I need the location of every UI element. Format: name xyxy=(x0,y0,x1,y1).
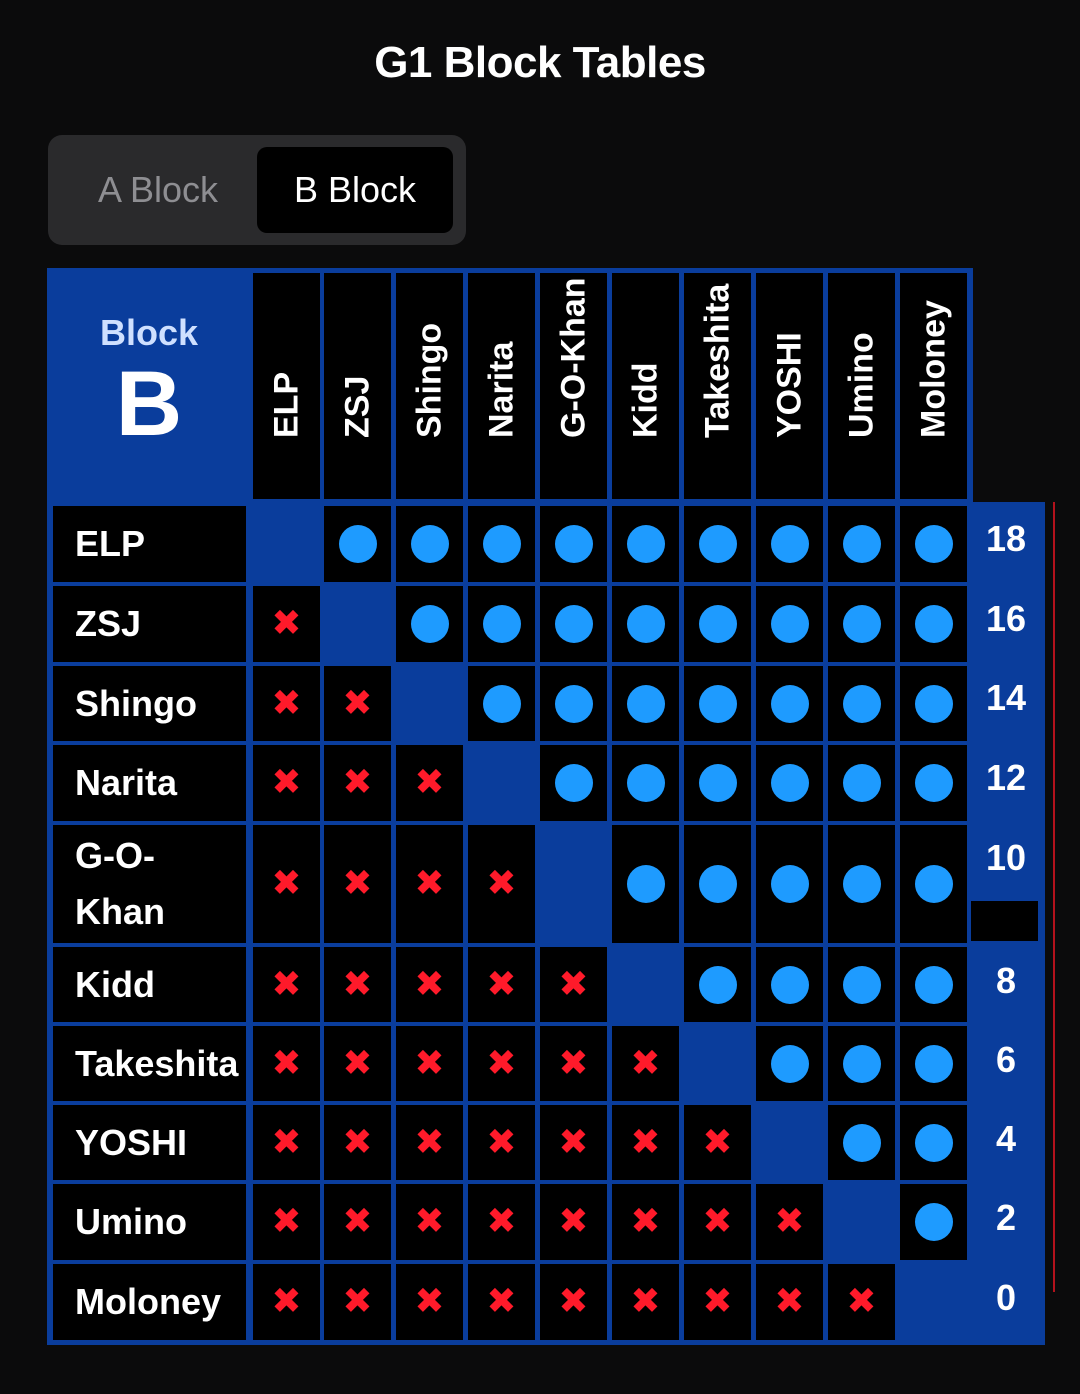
loss-cross-icon: ✖ xyxy=(558,1201,589,1242)
win-dot-icon xyxy=(843,966,881,1004)
win-dot-icon xyxy=(843,1045,881,1083)
points-value: 12 xyxy=(985,757,1027,798)
loss-cross-icon: ✖ xyxy=(630,1281,661,1322)
loss-cross-icon: ✖ xyxy=(630,1201,661,1242)
row-header-shingo xyxy=(53,666,246,741)
result-cell xyxy=(684,666,751,741)
column-header-g-o-khan xyxy=(540,273,607,499)
block-badge-word: Block xyxy=(99,312,199,353)
loss-cross-icon: ✖ xyxy=(558,1281,589,1322)
win-dot-icon xyxy=(555,525,593,563)
loss-cross-icon: ✖ xyxy=(342,682,373,724)
tab-a-block[interactable]: A Block xyxy=(97,169,219,210)
result-cell xyxy=(324,1026,391,1101)
win-dot-icon xyxy=(915,1045,953,1083)
result-cell xyxy=(396,825,463,943)
loss-cross-icon: ✖ xyxy=(414,963,445,1005)
result-cell xyxy=(900,506,967,582)
loss-cross-icon: ✖ xyxy=(702,1201,733,1242)
column-header-label: Takeshita xyxy=(698,283,736,438)
result-cell xyxy=(612,1105,679,1180)
loss-cross-icon: ✖ xyxy=(342,1121,373,1163)
row-header-moloney xyxy=(53,1264,246,1340)
win-dot-icon xyxy=(771,685,809,723)
result-cell xyxy=(612,1026,679,1101)
result-cell xyxy=(540,506,607,582)
points-value: 2 xyxy=(995,1197,1017,1238)
loss-cross-icon: ✖ xyxy=(774,1201,805,1242)
result-cell xyxy=(324,1264,391,1340)
win-dot-icon xyxy=(915,865,953,903)
result-cell xyxy=(828,825,895,943)
result-cell xyxy=(612,745,679,821)
column-header-zsj xyxy=(324,273,391,499)
row-header-g-o-khan xyxy=(53,825,246,943)
result-cell xyxy=(828,666,895,741)
result-cell xyxy=(540,745,607,821)
result-cell xyxy=(540,1105,607,1180)
result-cell xyxy=(684,586,751,662)
win-dot-icon xyxy=(843,525,881,563)
column-header-elp xyxy=(253,273,320,499)
result-cell xyxy=(900,586,967,662)
win-dot-icon xyxy=(915,525,953,563)
column-header-kidd xyxy=(612,273,679,499)
win-dot-icon xyxy=(483,685,521,723)
result-cell xyxy=(468,947,535,1022)
result-cell xyxy=(253,825,320,943)
result-cell xyxy=(396,586,463,662)
loss-cross-icon: ✖ xyxy=(558,1121,589,1163)
points-value: 16 xyxy=(985,598,1027,639)
column-header-label: YOSHI xyxy=(770,332,808,438)
result-cell xyxy=(684,506,751,582)
win-dot-icon xyxy=(843,764,881,802)
loss-cross-icon: ✖ xyxy=(342,762,373,803)
result-cell xyxy=(468,586,535,662)
win-dot-icon xyxy=(699,525,737,563)
result-cell xyxy=(828,947,895,1022)
win-dot-icon xyxy=(339,525,377,563)
result-cell xyxy=(756,1264,823,1340)
loss-cross-icon: ✖ xyxy=(342,1281,373,1322)
win-dot-icon xyxy=(771,1045,809,1083)
win-dot-icon xyxy=(771,525,809,563)
loss-cross-icon: ✖ xyxy=(414,1042,445,1084)
result-cell xyxy=(324,506,391,582)
result-cell xyxy=(468,1026,535,1101)
self-cell xyxy=(900,1264,967,1340)
result-cell xyxy=(324,666,391,741)
win-dot-icon xyxy=(555,685,593,723)
loss-cross-icon: ✖ xyxy=(486,1042,517,1084)
win-dot-icon xyxy=(483,605,521,643)
result-cell xyxy=(540,586,607,662)
loss-cross-icon: ✖ xyxy=(702,1281,733,1322)
loss-cross-icon: ✖ xyxy=(702,1121,733,1163)
loss-cross-icon: ✖ xyxy=(271,963,302,1005)
loss-cross-icon: ✖ xyxy=(271,603,302,644)
result-cell xyxy=(828,1264,895,1340)
result-cell xyxy=(900,745,967,821)
win-dot-icon xyxy=(627,764,665,802)
result-cell xyxy=(324,1184,391,1260)
result-cell xyxy=(324,825,391,943)
loss-cross-icon: ✖ xyxy=(271,1121,302,1163)
result-cell xyxy=(468,1105,535,1180)
loss-cross-icon: ✖ xyxy=(271,682,302,724)
result-cell xyxy=(756,825,823,943)
result-cell xyxy=(900,666,967,741)
self-cell xyxy=(468,745,535,821)
loss-cross-icon: ✖ xyxy=(774,1281,805,1322)
win-dot-icon xyxy=(771,764,809,802)
column-header-takeshita xyxy=(684,273,751,499)
result-cell xyxy=(612,1264,679,1340)
result-cell xyxy=(612,1184,679,1260)
row-header-label: Narita xyxy=(75,762,178,803)
column-header-shingo xyxy=(396,273,463,499)
win-dot-icon xyxy=(627,865,665,903)
win-dot-icon xyxy=(843,1124,881,1162)
row-header-label: ELP xyxy=(75,523,146,564)
result-cell xyxy=(468,1184,535,1260)
result-cell xyxy=(756,745,823,821)
result-cell xyxy=(612,506,679,582)
self-cell xyxy=(540,825,607,943)
result-cell xyxy=(684,1184,751,1260)
row-header-label: ZSJ xyxy=(75,603,142,644)
loss-cross-icon: ✖ xyxy=(271,1042,302,1084)
result-cell xyxy=(396,947,463,1022)
result-cell xyxy=(900,825,967,943)
loss-cross-icon: ✖ xyxy=(558,963,589,1005)
loss-cross-icon: ✖ xyxy=(342,1201,373,1242)
result-cell xyxy=(468,506,535,582)
column-header-label: ELP xyxy=(267,371,305,438)
loss-cross-icon: ✖ xyxy=(271,762,302,803)
result-cell xyxy=(540,1264,607,1340)
self-cell xyxy=(828,1184,895,1260)
result-cell xyxy=(540,947,607,1022)
loss-cross-icon: ✖ xyxy=(486,1121,517,1163)
result-cell xyxy=(253,1184,320,1260)
result-cell xyxy=(756,666,823,741)
win-dot-icon xyxy=(411,605,449,643)
result-cell xyxy=(396,506,463,582)
result-cell xyxy=(253,1026,320,1101)
result-cell xyxy=(396,1264,463,1340)
tab-b-block[interactable]: B Block xyxy=(257,147,453,233)
column-header-narita xyxy=(468,273,535,499)
row-header-elp xyxy=(53,506,246,582)
row-header-narita xyxy=(53,745,246,821)
result-cell xyxy=(396,1026,463,1101)
result-cell xyxy=(540,1026,607,1101)
result-cell xyxy=(828,745,895,821)
result-cell xyxy=(684,947,751,1022)
loss-cross-icon: ✖ xyxy=(414,1281,445,1322)
win-dot-icon xyxy=(843,605,881,643)
column-header-label: Shingo xyxy=(410,322,448,438)
row-header-label: Moloney xyxy=(75,1281,222,1322)
win-dot-icon xyxy=(771,865,809,903)
result-cell xyxy=(324,947,391,1022)
row-header-umino xyxy=(53,1184,246,1260)
column-header-label: Moloney xyxy=(914,300,952,438)
win-dot-icon xyxy=(699,966,737,1004)
loss-cross-icon: ✖ xyxy=(846,1281,877,1322)
result-cell xyxy=(468,666,535,741)
column-header-umino xyxy=(828,273,895,499)
row-header-label: Umino xyxy=(75,1201,187,1242)
loss-cross-icon: ✖ xyxy=(342,963,373,1005)
self-cell xyxy=(396,666,463,741)
row-header-zsj xyxy=(53,586,246,662)
result-cell xyxy=(756,586,823,662)
result-cell xyxy=(540,666,607,741)
result-cell xyxy=(253,745,320,821)
points-value: 0 xyxy=(995,1277,1017,1318)
self-cell xyxy=(756,1105,823,1180)
result-cell xyxy=(468,1264,535,1340)
column-header-label: G-O-Khan xyxy=(554,277,592,438)
loss-cross-icon: ✖ xyxy=(486,863,517,904)
win-dot-icon xyxy=(627,525,665,563)
result-cell xyxy=(828,1026,895,1101)
result-cell xyxy=(684,1105,751,1180)
win-dot-icon xyxy=(699,605,737,643)
result-cell xyxy=(396,1105,463,1180)
win-dot-icon xyxy=(699,685,737,723)
loss-cross-icon: ✖ xyxy=(342,1042,373,1084)
result-cell xyxy=(900,1026,967,1101)
block-tab-switcher xyxy=(48,135,466,245)
block-badge xyxy=(47,268,251,503)
win-dot-icon xyxy=(771,605,809,643)
points-value: 10 xyxy=(985,837,1027,878)
win-dot-icon xyxy=(915,1124,953,1162)
win-dot-icon xyxy=(915,1203,953,1241)
result-cell xyxy=(612,586,679,662)
points-gap xyxy=(971,901,1038,941)
page-title: G1 Block Tables xyxy=(374,38,706,87)
win-dot-icon xyxy=(915,605,953,643)
column-header-label: Umino xyxy=(842,332,880,438)
loss-cross-icon: ✖ xyxy=(486,1201,517,1242)
loss-cross-icon: ✖ xyxy=(558,1042,589,1084)
win-dot-icon xyxy=(915,764,953,802)
row-header-kidd xyxy=(53,947,246,1022)
win-dot-icon xyxy=(627,685,665,723)
points-divider xyxy=(1053,502,1055,1292)
result-cell xyxy=(684,745,751,821)
result-cell xyxy=(253,586,320,662)
loss-cross-icon: ✖ xyxy=(486,963,517,1005)
result-cell xyxy=(253,1105,320,1180)
result-cell xyxy=(900,1105,967,1180)
loss-cross-icon: ✖ xyxy=(271,1201,302,1242)
loss-cross-icon: ✖ xyxy=(414,762,445,803)
win-dot-icon xyxy=(627,605,665,643)
win-dot-icon xyxy=(699,865,737,903)
row-header-label: YOSHI xyxy=(75,1121,188,1163)
row-header-label: G-O- Khan xyxy=(75,835,165,932)
row-header-label: Shingo xyxy=(75,682,197,724)
column-header-label: ZSJ xyxy=(338,375,376,438)
win-dot-icon xyxy=(771,966,809,1004)
result-cell xyxy=(828,1105,895,1180)
result-cell xyxy=(468,825,535,943)
result-cell xyxy=(540,1184,607,1260)
win-dot-icon xyxy=(843,685,881,723)
loss-cross-icon: ✖ xyxy=(414,1201,445,1242)
self-cell xyxy=(684,1026,751,1101)
loss-cross-icon: ✖ xyxy=(342,863,373,904)
points-value: 6 xyxy=(995,1039,1017,1080)
result-cell xyxy=(828,586,895,662)
result-cell xyxy=(324,1105,391,1180)
loss-cross-icon: ✖ xyxy=(630,1042,661,1084)
result-cell xyxy=(756,1184,823,1260)
win-dot-icon xyxy=(915,966,953,1004)
self-cell xyxy=(253,506,320,582)
result-cell xyxy=(253,666,320,741)
result-cell xyxy=(324,745,391,821)
loss-cross-icon: ✖ xyxy=(486,1281,517,1322)
column-header-yoshi xyxy=(756,273,823,499)
win-dot-icon xyxy=(555,764,593,802)
row-header-takeshita xyxy=(53,1026,246,1101)
row-header-yoshi xyxy=(53,1105,246,1180)
win-dot-icon xyxy=(915,685,953,723)
column-header-label: Kidd xyxy=(626,362,664,438)
points-value: 8 xyxy=(995,960,1017,1001)
row-header-label: Kidd xyxy=(75,963,155,1005)
result-cell xyxy=(684,1264,751,1340)
result-cell xyxy=(756,1026,823,1101)
result-cell xyxy=(612,666,679,741)
result-cell xyxy=(900,1184,967,1260)
win-dot-icon xyxy=(555,605,593,643)
loss-cross-icon: ✖ xyxy=(271,863,302,904)
result-cell xyxy=(756,506,823,582)
win-dot-icon xyxy=(843,865,881,903)
loss-cross-icon: ✖ xyxy=(414,863,445,904)
loss-cross-icon: ✖ xyxy=(414,1121,445,1163)
win-dot-icon xyxy=(411,525,449,563)
points-value: 4 xyxy=(995,1118,1017,1159)
column-header-label: Narita xyxy=(482,341,520,438)
result-cell xyxy=(756,947,823,1022)
result-cell xyxy=(684,825,751,943)
result-cell xyxy=(253,1264,320,1340)
block-badge-letter: B xyxy=(115,353,183,455)
self-cell xyxy=(324,586,391,662)
win-dot-icon xyxy=(699,764,737,802)
self-cell xyxy=(612,947,679,1022)
column-header-moloney xyxy=(900,273,967,499)
result-cell xyxy=(900,947,967,1022)
points-value: 18 xyxy=(985,518,1027,559)
result-cell xyxy=(612,825,679,943)
loss-cross-icon: ✖ xyxy=(630,1121,661,1163)
points-value: 14 xyxy=(985,677,1027,718)
result-cell xyxy=(396,745,463,821)
win-dot-icon xyxy=(483,525,521,563)
result-cell xyxy=(253,947,320,1022)
loss-cross-icon: ✖ xyxy=(271,1281,302,1322)
result-cell xyxy=(396,1184,463,1260)
row-header-label: Takeshita xyxy=(75,1042,239,1084)
result-cell xyxy=(828,506,895,582)
